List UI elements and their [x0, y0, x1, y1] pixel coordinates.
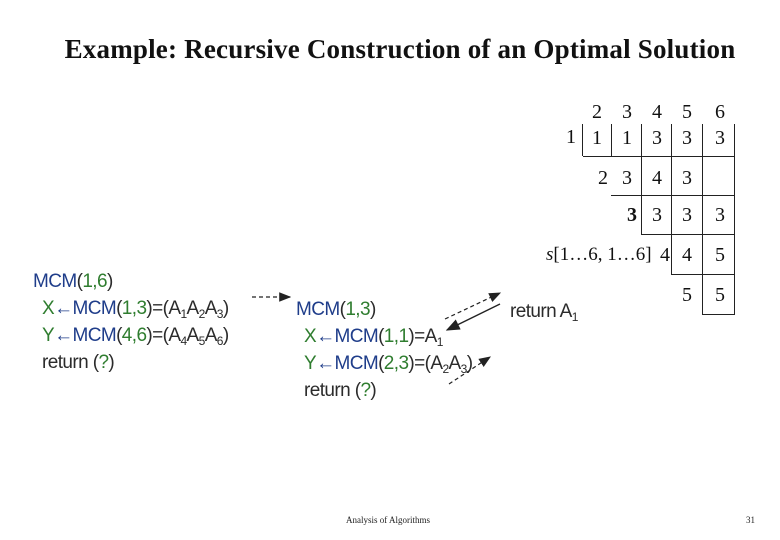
table-cell: 3: [682, 204, 692, 226]
return-arrow: [447, 304, 500, 330]
table-cell: 1: [622, 127, 632, 149]
column-header: 6: [715, 101, 725, 123]
column-header: 2: [592, 101, 602, 123]
left-line-2: $X\leftarrow MCM(1,3)=(A_1A_2A_3)$: [42, 298, 229, 321]
left-line-1: MCM(1,6): [33, 271, 113, 292]
table-cell: 5: [715, 284, 725, 306]
table-cell: 3: [627, 204, 637, 226]
slide-title: Example: Recursive Construction of an Optimal Solution: [64, 34, 736, 64]
table-cell: 5: [682, 284, 692, 306]
footer-course: Analysis of Algorithms: [346, 515, 431, 525]
table-cell: 4: [652, 167, 662, 189]
mid-line-3: $Y\leftarrow MCM(2,3)=(A_2A_3)$: [304, 353, 473, 376]
dashed-call-arrow: [449, 357, 490, 384]
mid-line-1: MCM(1,3): [296, 299, 376, 320]
dashed-call-arrow: [445, 293, 500, 319]
table-cell: 3: [715, 127, 725, 149]
column-header: 4: [652, 101, 662, 123]
table-label-s: s: [546, 244, 554, 265]
table-cell: 4: [682, 244, 692, 266]
table-cell: 3: [682, 167, 692, 189]
table-cell: 1: [592, 127, 602, 149]
column-header: 3: [622, 101, 632, 123]
right-return: return $A_1$: [510, 301, 578, 324]
mid-line-4: return (?): [304, 380, 377, 401]
table-cell: 3: [652, 204, 662, 226]
table-cell: 2: [598, 167, 608, 189]
left-line-3: $Y\leftarrow MCM(4,6)=(A_4A_5A_6)$: [42, 325, 229, 348]
row-header: 1: [566, 126, 576, 148]
table-cell: 3: [622, 167, 632, 189]
left-line-4: return (?): [42, 352, 115, 373]
table-cell: 3: [652, 127, 662, 149]
table-cell: 5: [715, 244, 725, 266]
column-header: 5: [682, 101, 692, 123]
table-cell: 3: [682, 127, 692, 149]
table-cell: 4: [660, 244, 670, 266]
mid-line-2: $X\leftarrow MCM(1,1)=A_1$: [304, 326, 443, 349]
table-cell: 3: [715, 204, 725, 226]
page-number: 31: [746, 515, 755, 525]
table-label-range: [1…6, 1…6]: [553, 244, 652, 265]
